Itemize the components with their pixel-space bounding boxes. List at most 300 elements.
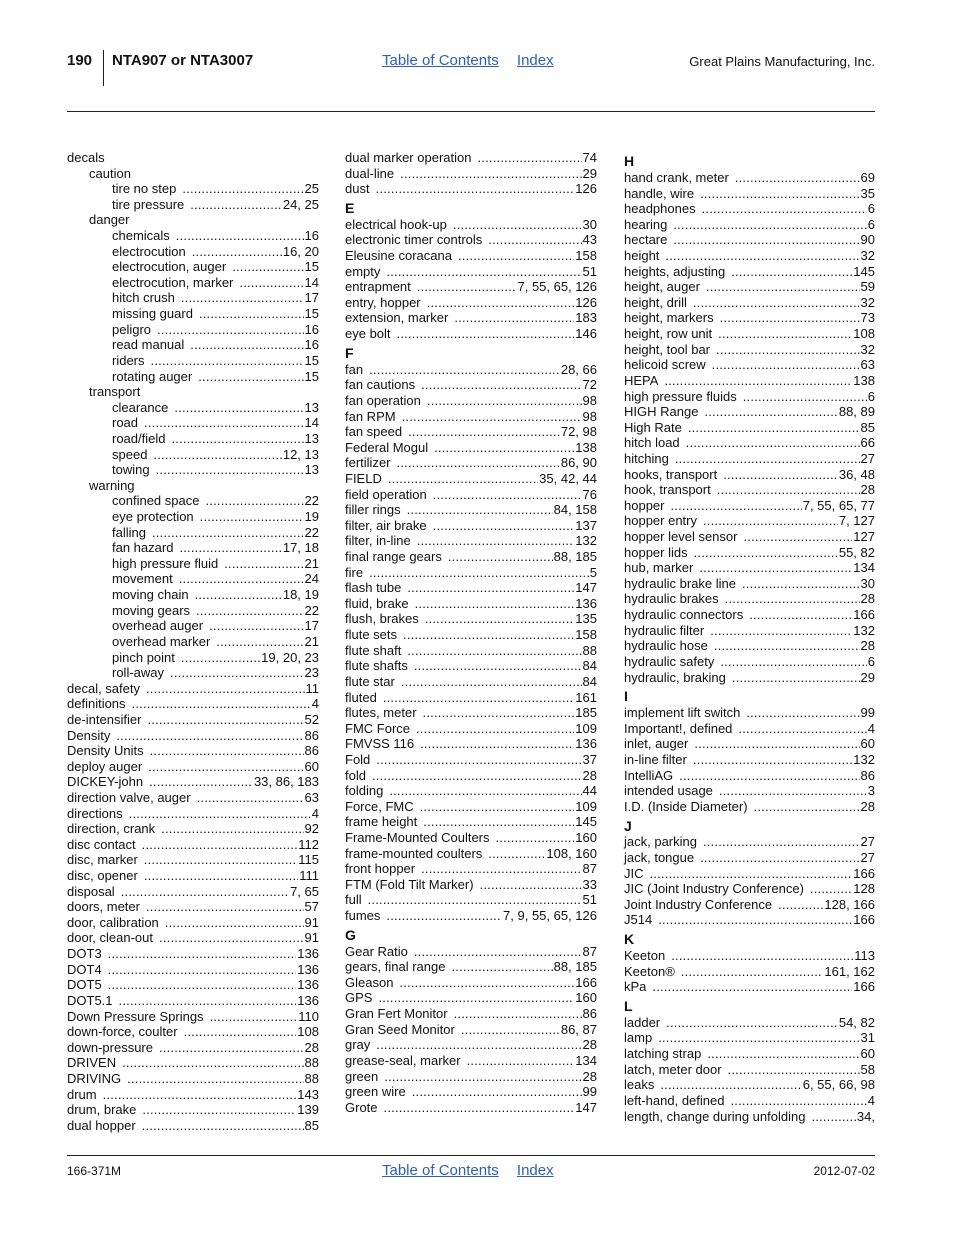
index-entry[interactable] — [67, 837, 319, 853]
page-reference[interactable]: 6 — [867, 216, 875, 232]
page-reference[interactable]: 86, 90 — [560, 455, 597, 471]
page-reference[interactable]: 139 — [297, 1102, 319, 1118]
page-reference[interactable]: 30 — [582, 216, 597, 232]
index-entry[interactable] — [345, 944, 597, 960]
page-reference[interactable]: 16 — [304, 337, 319, 353]
index-entry[interactable] — [624, 498, 875, 514]
index-entry[interactable] — [345, 393, 597, 409]
index-entry[interactable] — [345, 658, 597, 674]
page-reference[interactable]: 88, 185 — [553, 959, 597, 975]
page-reference[interactable]: 145 — [575, 814, 597, 830]
page-reference[interactable]: 88 — [304, 1070, 319, 1086]
index-link[interactable]: Index — [516, 1162, 554, 1179]
page-reference[interactable]: 55, 82 — [838, 544, 875, 560]
index-entry[interactable] — [345, 1053, 597, 1069]
page-reference[interactable]: 185 — [575, 705, 597, 721]
index-entry[interactable] — [345, 471, 597, 487]
page-reference[interactable]: 86 — [304, 743, 319, 759]
page-reference[interactable]: 108 — [853, 326, 875, 342]
page-reference[interactable]: 158 — [575, 248, 597, 264]
index-entry[interactable] — [624, 295, 875, 311]
index-entry[interactable] — [67, 1040, 319, 1056]
index-entry[interactable] — [624, 834, 875, 850]
page-reference[interactable]: 43 — [582, 232, 597, 248]
page-reference[interactable]: 72, 98 — [560, 424, 597, 440]
index-entry[interactable] — [624, 264, 875, 280]
index-entry[interactable] — [345, 487, 597, 503]
index-entry[interactable] — [67, 587, 319, 603]
index-entry[interactable] — [345, 611, 597, 627]
page-reference[interactable]: 161, 162 — [824, 963, 875, 979]
index-entry[interactable] — [624, 591, 875, 607]
page-reference[interactable]: 16, 20 — [282, 243, 319, 259]
table-of-contents-link[interactable]: Table of Contents — [382, 1162, 499, 1179]
index-entry[interactable] — [624, 232, 875, 248]
index-entry[interactable] — [345, 721, 597, 737]
page-reference[interactable]: 18, 19 — [282, 587, 319, 603]
index-entry[interactable] — [345, 1100, 597, 1116]
page-reference[interactable]: 160 — [575, 829, 597, 845]
index-entry[interactable] — [67, 369, 319, 385]
index-entry[interactable] — [345, 830, 597, 846]
index-entry[interactable] — [67, 759, 319, 775]
index-entry[interactable] — [624, 342, 875, 358]
page-reference[interactable]: 14 — [304, 274, 319, 290]
page-reference[interactable]: 183 — [575, 310, 597, 326]
page-reference[interactable]: 84 — [582, 658, 597, 674]
index-entry[interactable] — [67, 1009, 319, 1025]
index-entry[interactable] — [345, 877, 597, 893]
page-reference[interactable]: 6 — [867, 653, 875, 669]
page-reference[interactable]: 110 — [298, 1008, 319, 1024]
index-entry[interactable] — [345, 959, 597, 975]
index-entry[interactable] — [67, 774, 319, 790]
page-reference[interactable]: 25 — [304, 181, 319, 197]
index-entry[interactable] — [345, 424, 597, 440]
page-reference[interactable]: 3 — [867, 783, 875, 799]
page-reference[interactable]: 32 — [860, 248, 875, 264]
page-reference[interactable]: 63 — [860, 357, 875, 373]
index-entry[interactable] — [624, 948, 875, 964]
page-reference[interactable]: 28, 66 — [560, 361, 597, 377]
index-entry[interactable] — [624, 768, 875, 784]
index-entry[interactable] — [67, 1071, 319, 1087]
index-entry[interactable] — [67, 415, 319, 431]
index-entry[interactable] — [345, 736, 597, 752]
index-link[interactable]: Index — [516, 52, 554, 69]
page-reference[interactable]: 147 — [575, 1099, 597, 1115]
index-entry[interactable] — [67, 618, 319, 634]
page-reference[interactable]: 6 — [867, 201, 875, 217]
index-entry[interactable] — [624, 897, 875, 913]
index-entry[interactable] — [67, 290, 319, 306]
index-entry[interactable] — [67, 696, 319, 712]
page-reference[interactable]: 113 — [854, 948, 875, 964]
page-reference[interactable]: 161 — [575, 689, 597, 705]
page-reference[interactable]: 146 — [575, 326, 597, 342]
page-reference[interactable]: 88 — [582, 642, 597, 658]
page-reference[interactable]: 51 — [582, 263, 597, 279]
index-entry[interactable] — [67, 509, 319, 525]
page-reference[interactable]: 160 — [575, 990, 597, 1006]
page-reference[interactable]: 4 — [867, 720, 875, 736]
index-entry[interactable] — [67, 650, 319, 666]
page-reference[interactable]: 17 — [304, 290, 319, 306]
page-reference[interactable]: 51 — [582, 892, 597, 908]
index-entry[interactable] — [624, 705, 875, 721]
index-entry[interactable] — [345, 264, 597, 280]
page-reference[interactable]: 4 — [867, 1092, 875, 1108]
index-entry[interactable] — [624, 654, 875, 670]
page-reference[interactable]: 4 — [311, 805, 319, 821]
index-entry[interactable] — [67, 322, 319, 338]
page-reference[interactable]: 66 — [860, 435, 875, 451]
index-entry[interactable] — [67, 493, 319, 509]
index-entry[interactable] — [345, 150, 597, 166]
page-reference[interactable]: 88, 185 — [553, 549, 597, 565]
page-reference[interactable]: 28 — [582, 767, 597, 783]
page-reference[interactable]: 126 — [575, 181, 597, 197]
page-reference[interactable]: 136 — [297, 946, 319, 962]
page-reference[interactable]: 32 — [860, 341, 875, 357]
index-entry[interactable] — [345, 990, 597, 1006]
page-reference[interactable]: 128 — [853, 881, 875, 897]
index-entry[interactable] — [67, 790, 319, 806]
index-entry[interactable] — [67, 431, 319, 447]
page-reference[interactable]: 132 — [853, 751, 875, 767]
index-entry[interactable] — [67, 197, 319, 213]
index-entry[interactable] — [67, 1055, 319, 1071]
page-reference[interactable]: 86 — [860, 767, 875, 783]
page-reference[interactable]: 143 — [297, 1086, 319, 1102]
page-reference[interactable]: 6, 55, 66, 98 — [802, 1077, 875, 1093]
index-entry[interactable] — [67, 603, 319, 619]
page-reference[interactable]: 27 — [860, 849, 875, 865]
page-reference[interactable]: 132 — [575, 533, 597, 549]
page-reference[interactable]: 87 — [582, 943, 597, 959]
page-reference[interactable]: 12, 13 — [282, 446, 319, 462]
index-entry[interactable] — [345, 627, 597, 643]
index-entry[interactable] — [624, 1062, 875, 1078]
index-entry[interactable] — [345, 814, 597, 830]
index-entry[interactable] — [67, 353, 319, 369]
index-entry[interactable] — [624, 736, 875, 752]
index-entry[interactable] — [67, 1102, 319, 1118]
index-entry[interactable] — [624, 451, 875, 467]
index-entry[interactable] — [345, 440, 597, 456]
index-entry[interactable] — [345, 1037, 597, 1053]
page-reference[interactable]: 109 — [575, 720, 597, 736]
index-entry[interactable] — [624, 1015, 875, 1031]
page-reference[interactable]: 16 — [304, 228, 319, 244]
page-reference[interactable]: 166 — [853, 979, 875, 995]
index-entry[interactable] — [624, 912, 875, 928]
page-reference[interactable]: 7, 55, 65, 77 — [802, 497, 875, 513]
page-reference[interactable]: 35 — [860, 185, 875, 201]
page-reference[interactable]: 24, 25 — [282, 196, 319, 212]
index-entry[interactable] — [67, 337, 319, 353]
page-reference[interactable]: 112 — [298, 836, 319, 852]
index-entry[interactable] — [67, 447, 319, 463]
page-reference[interactable]: 21 — [304, 555, 319, 571]
index-entry[interactable] — [624, 357, 875, 373]
index-entry[interactable] — [345, 596, 597, 612]
index-entry[interactable] — [67, 634, 319, 650]
page-reference[interactable]: 13 — [304, 399, 319, 415]
index-entry[interactable] — [345, 217, 597, 233]
index-entry[interactable] — [624, 529, 875, 545]
page-reference[interactable]: 138 — [575, 439, 597, 455]
index-entry[interactable] — [345, 1006, 597, 1022]
index-entry[interactable] — [624, 248, 875, 264]
index-entry[interactable] — [345, 1022, 597, 1038]
index-entry[interactable] — [624, 467, 875, 483]
page-reference[interactable]: 108, 160 — [546, 845, 597, 861]
page-reference[interactable]: 86 — [304, 727, 319, 743]
page-reference[interactable]: 136 — [297, 961, 319, 977]
page-reference[interactable]: 22 — [304, 493, 319, 509]
page-reference[interactable]: 99 — [582, 1084, 597, 1100]
page-reference[interactable]: 158 — [575, 627, 597, 643]
index-entry[interactable] — [624, 217, 875, 233]
index-entry[interactable] — [345, 565, 597, 581]
page-reference[interactable]: 166 — [575, 974, 597, 990]
page-reference[interactable]: 127 — [853, 529, 875, 545]
page-reference[interactable]: 136 — [575, 736, 597, 752]
page-reference[interactable]: 28 — [860, 638, 875, 654]
index-entry[interactable] — [624, 979, 875, 995]
index-entry[interactable] — [345, 799, 597, 815]
index-entry[interactable] — [67, 571, 319, 587]
page-reference[interactable]: 84, 158 — [553, 502, 597, 518]
page-reference[interactable]: 132 — [853, 622, 875, 638]
index-entry[interactable] — [345, 690, 597, 706]
page-reference[interactable]: 91 — [304, 914, 319, 930]
page-reference[interactable]: 33, 86, 183 — [253, 774, 319, 790]
index-entry[interactable] — [624, 670, 875, 686]
index-entry[interactable] — [624, 326, 875, 342]
index-entry[interactable] — [345, 846, 597, 862]
index-entry[interactable] — [67, 806, 319, 822]
index-entry[interactable] — [624, 783, 875, 799]
page-reference[interactable]: 98 — [582, 392, 597, 408]
page-reference[interactable]: 136 — [297, 977, 319, 993]
index-entry[interactable] — [345, 674, 597, 690]
page-reference[interactable]: 88, 89 — [838, 404, 875, 420]
page-reference[interactable]: 73 — [860, 310, 875, 326]
index-entry[interactable] — [345, 892, 597, 908]
page-reference[interactable]: 7, 9, 55, 65, 126 — [503, 908, 597, 924]
index-entry[interactable] — [624, 310, 875, 326]
page-reference[interactable]: 4 — [311, 696, 319, 712]
index-entry[interactable] — [67, 228, 319, 244]
index-entry[interactable] — [624, 513, 875, 529]
index-entry[interactable] — [67, 977, 319, 993]
page-reference[interactable]: 36, 48 — [838, 466, 875, 482]
index-entry[interactable] — [624, 623, 875, 639]
index-entry[interactable] — [345, 248, 597, 264]
page-reference[interactable]: 85 — [304, 1117, 319, 1133]
index-entry[interactable] — [67, 852, 319, 868]
page-reference[interactable]: 33 — [582, 876, 597, 892]
page-reference[interactable]: 86 — [582, 1006, 597, 1022]
page-reference[interactable]: 34, — [856, 1108, 875, 1124]
index-entry[interactable] — [67, 712, 319, 728]
index-entry[interactable] — [624, 201, 875, 217]
index-entry[interactable] — [67, 540, 319, 556]
page-reference[interactable]: 13 — [304, 462, 319, 478]
page-reference[interactable]: 28 — [860, 591, 875, 607]
page-reference[interactable]: 7, 65 — [290, 883, 319, 899]
page-reference[interactable]: 147 — [575, 580, 597, 596]
page-reference[interactable]: 19 — [304, 509, 319, 525]
index-entry[interactable] — [624, 576, 875, 592]
page-reference[interactable]: 15 — [304, 259, 319, 275]
index-entry[interactable] — [624, 170, 875, 186]
index-entry[interactable] — [624, 482, 875, 498]
index-entry[interactable] — [67, 946, 319, 962]
index-entry[interactable] — [624, 1077, 875, 1093]
page-reference[interactable]: 28 — [304, 1039, 319, 1055]
index-entry[interactable] — [67, 306, 319, 322]
page-reference[interactable]: 60 — [860, 1046, 875, 1062]
index-entry[interactable] — [345, 861, 597, 877]
page-reference[interactable]: 134 — [575, 1052, 597, 1068]
page-reference[interactable]: 99 — [860, 705, 875, 721]
index-entry[interactable] — [624, 799, 875, 815]
page-reference[interactable]: 166 — [853, 607, 875, 623]
page-reference[interactable]: 85 — [860, 419, 875, 435]
index-entry[interactable] — [624, 1109, 875, 1125]
index-entry[interactable] — [67, 665, 319, 681]
page-reference[interactable]: 166 — [853, 912, 875, 928]
page-reference[interactable]: 126 — [575, 294, 597, 310]
page-reference[interactable]: 17 — [304, 618, 319, 634]
page-reference[interactable]: 90 — [860, 232, 875, 248]
page-reference[interactable]: 21 — [304, 633, 319, 649]
page-reference[interactable]: 88 — [304, 1055, 319, 1071]
page-reference[interactable]: 31 — [860, 1030, 875, 1046]
page-reference[interactable]: 28 — [582, 1068, 597, 1084]
index-entry[interactable] — [345, 326, 597, 342]
page-reference[interactable]: 6 — [867, 388, 875, 404]
index-entry[interactable] — [624, 404, 875, 420]
page-reference[interactable]: 136 — [297, 992, 319, 1008]
index-entry[interactable] — [67, 930, 319, 946]
page-reference[interactable]: 54, 82 — [838, 1014, 875, 1030]
index-entry[interactable] — [345, 705, 597, 721]
index-entry[interactable] — [624, 389, 875, 405]
page-reference[interactable]: 44 — [582, 783, 597, 799]
index-entry[interactable] — [345, 181, 597, 197]
index-entry[interactable] — [624, 638, 875, 654]
page-reference[interactable]: 58 — [860, 1061, 875, 1077]
index-entry[interactable] — [67, 1118, 319, 1134]
index-entry[interactable] — [67, 259, 319, 275]
index-entry[interactable] — [345, 1084, 597, 1100]
index-entry[interactable] — [624, 279, 875, 295]
index-entry[interactable] — [345, 502, 597, 518]
index-entry[interactable] — [624, 1030, 875, 1046]
index-entry[interactable] — [67, 743, 319, 759]
page-reference[interactable]: 145 — [853, 263, 875, 279]
page-reference[interactable]: 109 — [575, 798, 597, 814]
page-reference[interactable]: 60 — [304, 758, 319, 774]
page-reference[interactable]: 98 — [582, 408, 597, 424]
index-entry[interactable] — [345, 232, 597, 248]
index-entry[interactable] — [345, 295, 597, 311]
index-entry[interactable] — [345, 580, 597, 596]
index-entry[interactable] — [624, 373, 875, 389]
index-entry[interactable] — [345, 362, 597, 378]
index-entry[interactable] — [345, 643, 597, 659]
page-reference[interactable]: 27 — [860, 450, 875, 466]
page-reference[interactable]: 135 — [575, 611, 597, 627]
index-entry[interactable] — [67, 868, 319, 884]
page-reference[interactable]: 28 — [860, 482, 875, 498]
page-reference[interactable]: 134 — [853, 560, 875, 576]
page-reference[interactable]: 74 — [582, 150, 597, 165]
page-reference[interactable]: 15 — [304, 352, 319, 368]
page-reference[interactable]: 69 — [860, 170, 875, 185]
index-entry[interactable] — [624, 435, 875, 451]
index-entry[interactable] — [345, 783, 597, 799]
index-entry[interactable] — [624, 545, 875, 561]
page-reference[interactable]: 76 — [582, 486, 597, 502]
page-reference[interactable]: 7, 127 — [838, 513, 875, 529]
page-reference[interactable]: 59 — [860, 279, 875, 295]
page-reference[interactable]: 60 — [860, 736, 875, 752]
index-entry[interactable] — [345, 518, 597, 534]
index-entry[interactable] — [624, 1046, 875, 1062]
page-reference[interactable]: 5 — [589, 564, 597, 580]
index-entry[interactable] — [624, 186, 875, 202]
page-reference[interactable]: 37 — [582, 751, 597, 767]
page-reference[interactable]: 108 — [297, 1024, 319, 1040]
page-reference[interactable]: 13 — [304, 430, 319, 446]
page-reference[interactable]: 7, 55, 65, 126 — [517, 279, 597, 295]
index-entry[interactable] — [67, 993, 319, 1009]
index-entry[interactable] — [67, 525, 319, 541]
page-reference[interactable]: 29 — [582, 165, 597, 181]
index-entry[interactable] — [345, 752, 597, 768]
index-entry[interactable] — [345, 310, 597, 326]
page-reference[interactable]: 92 — [304, 821, 319, 837]
page-reference[interactable]: 84 — [582, 673, 597, 689]
index-entry[interactable] — [67, 1024, 319, 1040]
page-reference[interactable]: 138 — [853, 372, 875, 388]
page-reference[interactable]: 24 — [304, 571, 319, 587]
index-entry[interactable] — [67, 244, 319, 260]
index-entry[interactable] — [345, 533, 597, 549]
page-reference[interactable]: 29 — [860, 669, 875, 685]
index-entry[interactable] — [345, 549, 597, 565]
index-entry[interactable] — [624, 560, 875, 576]
index-entry[interactable] — [67, 899, 319, 915]
page-reference[interactable]: 15 — [304, 306, 319, 322]
index-entry[interactable] — [345, 166, 597, 182]
page-reference[interactable]: 14 — [304, 415, 319, 431]
page-reference[interactable]: 32 — [860, 294, 875, 310]
index-entry[interactable] — [624, 964, 875, 980]
page-reference[interactable]: 19, 20, 23 — [261, 649, 319, 665]
index-entry[interactable] — [67, 1087, 319, 1103]
index-entry[interactable] — [345, 975, 597, 991]
page-reference[interactable]: 166 — [853, 865, 875, 881]
page-reference[interactable]: 35, 42, 44 — [539, 470, 597, 486]
page-reference[interactable]: 91 — [304, 930, 319, 946]
page-reference[interactable]: 22 — [304, 602, 319, 618]
